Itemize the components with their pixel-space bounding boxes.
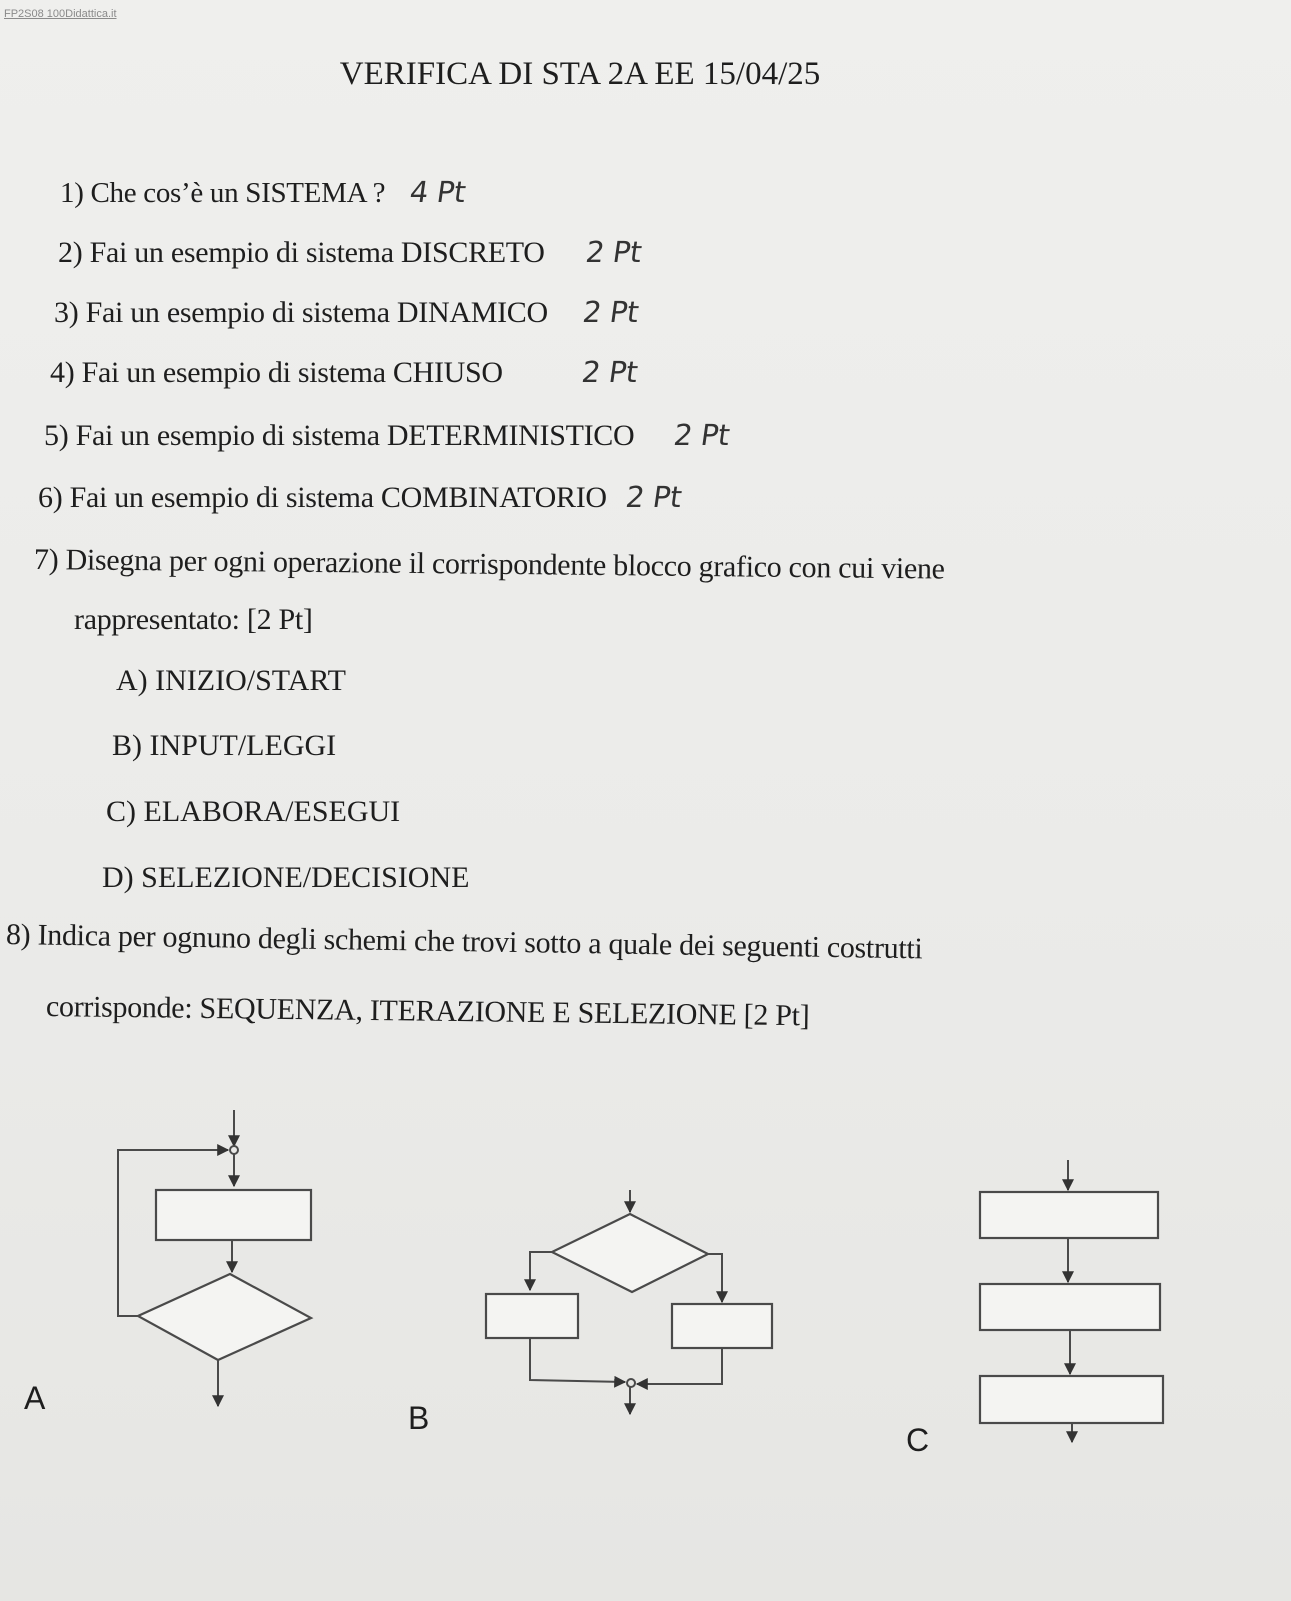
diagram-b-selection bbox=[486, 1190, 772, 1414]
page-title: VERIFICA DI STA 2A EE 15/04/25 bbox=[339, 56, 821, 92]
question-6-points: 2 Pt bbox=[623, 480, 684, 514]
source-note: FP2S08 100Didattica.it bbox=[4, 8, 117, 20]
question-1-points: 4 Pt bbox=[407, 175, 468, 209]
diagram-c-box-1 bbox=[980, 1192, 1158, 1238]
diagram-b-decision-diamond bbox=[552, 1214, 708, 1292]
question-4-text: 4) Fai un esempio di sistema CHIUSO bbox=[50, 356, 503, 389]
question-8-line-2: corrisponde: SEQUENZA, ITERAZIONE E SELEZIONE [2 Pt] bbox=[45, 990, 810, 1033]
diagram-c-box-3 bbox=[980, 1376, 1163, 1423]
option-c: C) ELABORA/ESEGUI bbox=[106, 795, 401, 828]
option-a: A) INIZIO/START bbox=[116, 664, 346, 697]
question-8-line-1: 8) Indica per ognuno degli schemi che trovi sotto a quale dei seguenti costrutti bbox=[5, 918, 923, 966]
question-1-text: 1) Che cos’è un SISTEMA ? bbox=[60, 177, 386, 209]
diagram-a-process-box bbox=[156, 1190, 311, 1240]
question-2-text: 2) Fai un esempio di sistema DISCRETO bbox=[58, 236, 545, 269]
diagram-c-label: C bbox=[906, 1422, 930, 1458]
diagram-a-iteration bbox=[118, 1110, 311, 1406]
diagram-b-right-box bbox=[672, 1304, 772, 1348]
question-7-line-2: rappresentato: [2 Pt] bbox=[74, 603, 313, 636]
diagram-b-left-box bbox=[486, 1294, 578, 1338]
question-6-text: 6) Fai un esempio di sistema COMBINATORIO bbox=[38, 481, 607, 514]
question-7-line-1: 7) Disegna per ogni operazione il corrispondente blocco grafico con cui viene bbox=[33, 543, 945, 586]
question-5-points: 2 Pt bbox=[671, 418, 732, 452]
option-d: D) SELEZIONE/DECISIONE bbox=[102, 861, 470, 894]
diagram-a-junction bbox=[230, 1146, 238, 1154]
diagram-c-box-2 bbox=[980, 1284, 1160, 1330]
question-3-text: 3) Fai un esempio di sistema DINAMICO bbox=[54, 296, 548, 329]
diagram-a-label: A bbox=[24, 1380, 46, 1416]
diagram-b-junction bbox=[627, 1379, 635, 1387]
diagram-c-sequence bbox=[980, 1160, 1163, 1442]
question-4-points: 2 Pt bbox=[579, 355, 640, 389]
diagram-a-decision-diamond bbox=[138, 1274, 311, 1360]
question-5-text: 5) Fai un esempio di sistema DETERMINISTICO bbox=[44, 419, 635, 452]
option-b: B) INPUT/LEGGI bbox=[112, 729, 337, 762]
question-2-points: 2 Pt bbox=[583, 235, 644, 269]
question-3-points: 2 Pt bbox=[580, 295, 641, 329]
diagram-b-label: B bbox=[408, 1400, 430, 1436]
